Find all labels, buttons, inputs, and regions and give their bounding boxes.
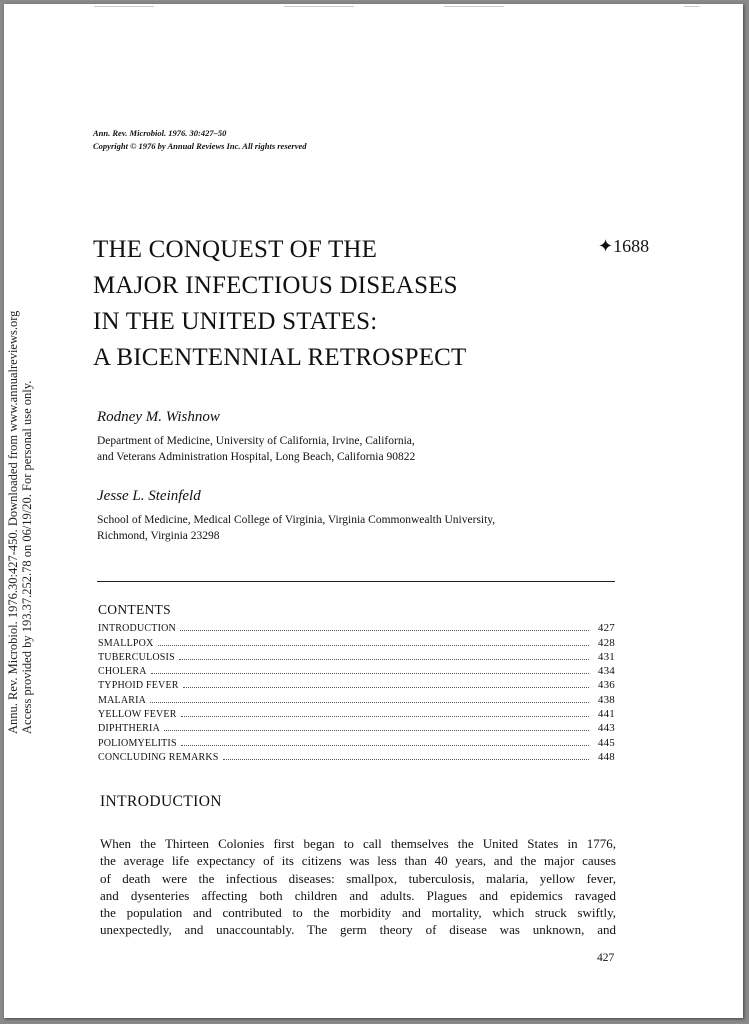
download-notice-line-2: Access provided by 193.37.252.78 on 06/19/20. For personal use only.: [20, 380, 34, 734]
paragraph-line: unexpectedly, and unaccountably. The germ theory of disease was unknown, and: [100, 922, 616, 938]
toc-page: 438: [597, 693, 615, 706]
toc-entry[interactable]: [98, 691, 615, 705]
paragraph-line: When the Thirteen Colonies first began to call themselves the United States in 1776,: [100, 836, 616, 851]
paragraph-line: the population and contributed to the morbidity and mortality, which struck swiftly,: [100, 905, 616, 921]
toc-leader: [158, 645, 590, 646]
toc-entry[interactable]: [98, 720, 615, 734]
author-name: Jesse L. Steinfeld: [97, 488, 201, 504]
toc-label: YELLOW FEVER: [98, 709, 177, 721]
toc-leader: [151, 673, 589, 674]
introduction-heading: INTRODUCTION: [100, 793, 222, 810]
toc-page: 427: [597, 622, 615, 635]
affiliation-line: and Veterans Administration Hospital, Long Beach, California 90822: [97, 451, 416, 463]
journal-copyright: Copyright © 1976 by Annual Reviews Inc. All rights reserved: [93, 141, 307, 151]
toc-entry[interactable]: [98, 706, 615, 720]
title-line: IN THE UNITED STATES:: [93, 308, 378, 335]
article-id: ✦1688: [598, 236, 650, 256]
toc-entry[interactable]: [98, 663, 615, 677]
author-name: Rodney M. Wishnow: [97, 409, 220, 425]
download-notice-line-1: Annu. Rev. Microbiol. 1976.30:427-450. Downloaded from www.annualreviews.org: [6, 310, 20, 734]
toc-label: INTRODUCTION: [98, 623, 176, 635]
paper-page: [4, 4, 743, 1018]
paragraph-line: the average life expectancy of its citizens was less than 40 years, and the major causes: [100, 853, 616, 869]
article-title: [93, 232, 563, 376]
toc-entry[interactable]: [98, 634, 615, 648]
toc-leader: [223, 759, 589, 760]
toc-label: CONCLUDING REMARKS: [98, 751, 219, 763]
journal-citation: Ann. Rev. Microbiol. 1976. 30:427–50: [93, 128, 227, 138]
author-affiliation: [97, 433, 415, 465]
toc-label: MALARIA: [98, 694, 147, 706]
scan-artifact: [4, 6, 743, 9]
author-affiliation: [97, 512, 495, 544]
toc-leader: [183, 687, 589, 688]
introduction-paragraph: [100, 835, 616, 939]
affiliation-line: Department of Medicine, University of California, Irvine, California,: [97, 435, 415, 447]
toc-page: 431: [597, 650, 615, 663]
journal-header: [93, 127, 307, 153]
affiliation-line: Richmond, Virginia 23298: [97, 530, 220, 542]
toc-entry[interactable]: [98, 620, 615, 634]
toc-page: 443: [597, 722, 615, 735]
toc-page: 445: [597, 736, 615, 749]
toc-entry[interactable]: [98, 649, 615, 663]
toc-leader: [164, 730, 589, 731]
title-line: THE CONQUEST OF THE: [93, 236, 378, 263]
toc-entry[interactable]: [98, 677, 615, 691]
toc-page: 434: [597, 665, 615, 678]
section-divider: [97, 581, 615, 582]
toc-page: 441: [597, 708, 615, 721]
affiliation-line: School of Medicine, Medical College of Virginia, Virginia Commonwealth University,: [97, 514, 496, 526]
toc-leader: [181, 716, 589, 717]
toc-label: CHOLERA: [98, 666, 147, 678]
paragraph-line: of death were the infectious diseases: smallpox, tuberculosis, malaria, yellow fever,: [100, 870, 616, 886]
toc-label: SMALLPOX: [98, 637, 154, 649]
toc-page: 428: [597, 636, 615, 649]
paragraph-line: and dysenteries affecting both children and adults. Plagues and epidemics ravaged: [100, 887, 616, 903]
table-of-contents: [98, 620, 615, 763]
toc-leader: [181, 745, 589, 746]
download-notice: [6, 264, 34, 734]
title-line: A BICENTENNIAL RETROSPECT: [93, 344, 467, 371]
toc-label: TUBERCULOSIS: [98, 651, 175, 663]
toc-label: DIPHTHERIA: [98, 723, 160, 735]
toc-leader: [180, 630, 589, 631]
page-number: 427: [597, 952, 615, 964]
toc-label: TYPHOID FEVER: [98, 680, 179, 692]
title-line: MAJOR INFECTIOUS DISEASES: [93, 272, 458, 299]
toc-label: POLIOMYELITIS: [98, 737, 177, 749]
toc-entry[interactable]: [98, 734, 615, 748]
toc-page: 448: [597, 750, 615, 763]
toc-leader: [179, 659, 589, 660]
contents-heading: CONTENTS: [98, 602, 171, 617]
toc-page: 436: [597, 679, 615, 692]
toc-leader: [150, 702, 589, 703]
toc-entry[interactable]: [98, 749, 615, 763]
